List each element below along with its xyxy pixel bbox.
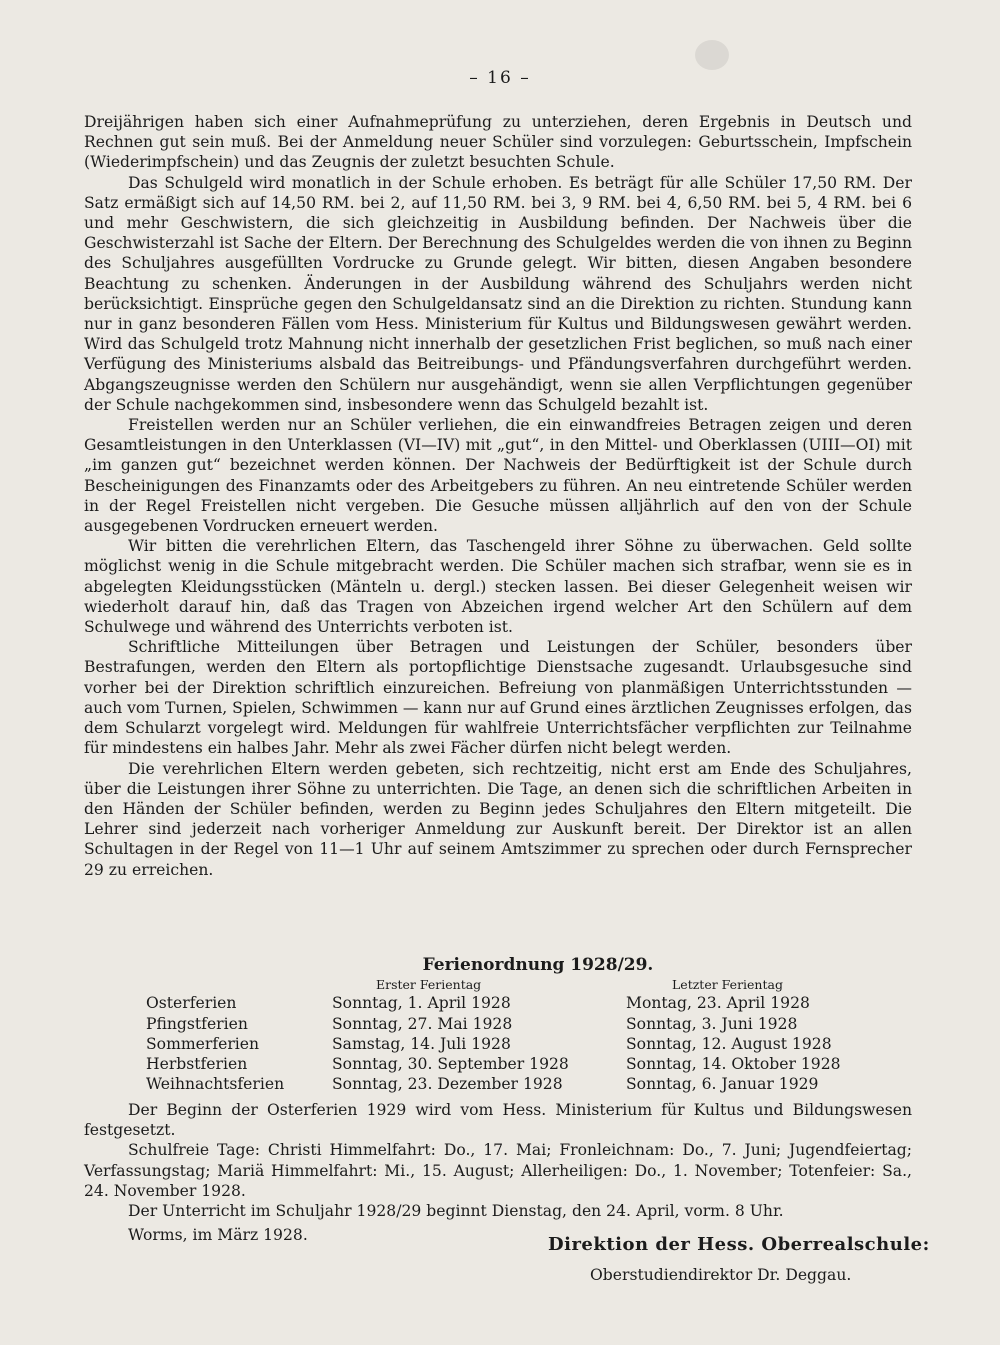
paragraph-parent-contact: Die verehrlichen Eltern werden gebeten, sich rechtzeitig, nicht erst am Ende des Schuljahres, über die Leistungen ihrer Söhne zu unterrichten. Die Tage, an denen sich die schriftlichen Arbeiten in den Händen der Schüler befinden, werden zu Beginn jedes Schuljahres den Eltern mitgeteilt. Die Lehrer sind jederzeit nach vorheriger Anmeldung zur Auskunft bereit. Der Direktor ist an allen Schultagen in der Regel von 11—1 Uhr auf seinem Amtszimmer zu sprechen oder durch Fernsprecher 29 zu erreichen. (84, 759, 912, 879)
holiday-name: Herbstferien (146, 1055, 248, 1074)
paragraph-free-places: Freistellen werden nur an Schüler verliehen, die ein einwandfreies Betragen zeigen und deren Gesamtleistungen in den Unterklassen (VI—IV) mit „gut“, in den Mittel- und Oberklassen (UIII—OI) mit „im ganzen gut“ bezeichnet werden können. Der Nachweis der Bedürftigkeit ist der Schule durch Bescheinigungen des Finanzamts oder des Arbeitgebers zu führen. An neu eintretende Schüler werden in der Regel Freistellen nicht vergeben. Die Gesuche müssen alljährlich auf den von der Schule ausgegebenen Vordrucken erneuert werden. (84, 416, 912, 536)
paragraph-school-fees: Das Schulgeld wird monatlich in der Schule erhoben. Es beträgt für alle Schüler 17,50 RM. Der Satz ermäßigt sich auf 14,50 RM. bei 2, auf 11,50 RM. bei 3, 9 RM. bei 4, 6,50 RM. bei 5, 4 RM. bei 6 und mehr Geschwistern, die sich gleichzeitig in Ausbildung befinden. Der Nachweis über die Geschwisterzahl ist Sache der Eltern. Der Berechnung des Schulgeldes werden die von ihnen zu Beginn des Schuljahres ausgefüllten Vordrucke zu Grunde gelegt. Wir bitten, diesen Angaben besondere Beachtung zu schenken. Änderungen in der Ausbildung während des Schuljahrs werden nicht berücksichtigt. Einsprüche gegen den Schulgeldansatz sind an die Direktion zu richten. Stundung kann nur in ganz besonderen Fällen vom Hess. Ministerium für Kultus und Bildungswesen gewährt werden. Wird das Schulgeld trotz Mahnung nicht innerhalb der gesetzlichen Frist beglichen, so muß nach einer Verfügung des Ministeriums alsbald das Beitreibungs- und Pfändungsverfahren durchgeführt werden. Abgangszeugnisse werden den Schülern nur ausgehändigt, wenn sie allen Verpflichtungen gegenüber der Schule nachgekommen sind, insbesondere wenn das Schulgeld bezahlt ist. (84, 173, 912, 414)
holiday-first-day: Sonntag, 30. September 1928 (332, 1055, 569, 1074)
holiday-first-day: Sonntag, 1. April 1928 (332, 994, 511, 1013)
body-text (84, 112, 912, 880)
holiday-name: Pfingstferien (146, 1014, 248, 1033)
paragraph-pocket-money: Wir bitten die verehrlichen Eltern, das Taschengeld ihrer Söhne zu überwachen. Geld sollte möglichst wenig in die Schule mitgebracht werden. Die Schüler machen sich strafbar, wenn sie es in abgelegten Kleidungsstücken (Mänteln u. dergl.) stecken lassen. Bei dieser Gelegenheit weisen wir wiederholt darauf hin, daß das Tragen von Abzeichen irgend welcher Art den Schülern auf dem Schulwege und während des Unterrichts verboten ist. (84, 537, 912, 637)
closing-notes (84, 1100, 912, 1221)
holiday-row (84, 993, 912, 1013)
holiday-last-day: Montag, 23. April 1928 (626, 994, 810, 1013)
place-date: Worms, im März 1928. (128, 1226, 308, 1244)
paragraph-term-start: Der Unterricht im Schuljahr 1928/29 beginnt Dienstag, den 24. April, vorm. 8 Uhr. (128, 1202, 784, 1221)
holiday-first-day: Samstag, 14. Juli 1928 (332, 1034, 511, 1053)
paragraph-school-free-days: Schulfreie Tage: Christi Himmelfahrt: Do., 17. Mai; Fronleichnam: Do., 7. Juni; Jugendfeiertag; Verfassungstag; Mariä Himmelfahrt: Mi., 15. August; Allerheiligen: Do., 1. November; Totenfeier: Sa., 24. November 1928. (84, 1141, 912, 1200)
paragraph-written-notices: Schriftliche Mitteilungen über Betragen und Leistungen der Schüler, besonders über Bestrafungen, werden den Eltern als portopflichtige Dienstsache zugesandt. Urlaubsgesuche sind vorher bei der Direktion schriftlich einzureichen. Befreiung von planmäßigen Unterrichtsstunden — auch vom Turnen, Spielen, Schwimmen — kann nur auf Grund eines ärztlichen Zeugnisses erfolgen, das dem Schularzt vorgelegt wird. Meldungen für wahlfreie Unterrichtsfächer verpflichten zur Teilnahme für mindestens ein halbes Jahr. Mehr als zwei Fächer dürfen nicht belegt werden. (84, 638, 912, 758)
holiday-last-day: Sonntag, 14. Oktober 1928 (626, 1055, 841, 1074)
paper-stain (695, 40, 729, 70)
column-first-day: Erster Ferientag (376, 977, 482, 993)
holiday-row (84, 1014, 912, 1034)
holiday-last-day: Sonntag, 6. Januar 1929 (626, 1075, 819, 1094)
holiday-title: Ferienordnung 1928/29. (422, 955, 654, 975)
holiday-name: Sommerferien (146, 1034, 260, 1053)
paragraph-admission: Dreijährigen haben sich einer Aufnahmeprüfung zu unterziehen, deren Ergebnis in Deutsch und Rechnen gut sein muß. Bei der Anmeldung neuer Schüler sind vorzulegen: Geburtsschein, Impfschein (Wiederimpfschein) und das Zeugnis der zuletzt besuchten Schule. (84, 113, 912, 172)
holiday-row (84, 1074, 912, 1094)
page-number: – 16 – (469, 68, 531, 88)
signature-institution: Direktion der Hess. Oberrealschule: (548, 1234, 930, 1255)
holiday-last-day: Sonntag, 3. Juni 1928 (626, 1014, 798, 1033)
holiday-column-headers (84, 977, 912, 993)
holiday-last-day: Sonntag, 12. August 1928 (626, 1034, 832, 1053)
signatory-name: Oberstudiendirektor Dr. Deggau. (590, 1266, 852, 1284)
holiday-first-day: Sonntag, 27. Mai 1928 (332, 1014, 513, 1033)
column-last-day: Letzter Ferientag (672, 977, 783, 993)
holiday-name: Weihnachtsferien (146, 1075, 285, 1094)
holiday-row (84, 1054, 912, 1074)
holiday-name: Osterferien (146, 994, 237, 1013)
holiday-first-day: Sonntag, 23. Dezember 1928 (332, 1075, 563, 1094)
paragraph-easter-1929: Der Beginn der Osterferien 1929 wird vom Hess. Ministerium für Kultus und Bildungswesen festgesetzt. (84, 1101, 912, 1140)
holiday-schedule (84, 955, 912, 1095)
holiday-row (84, 1034, 912, 1054)
